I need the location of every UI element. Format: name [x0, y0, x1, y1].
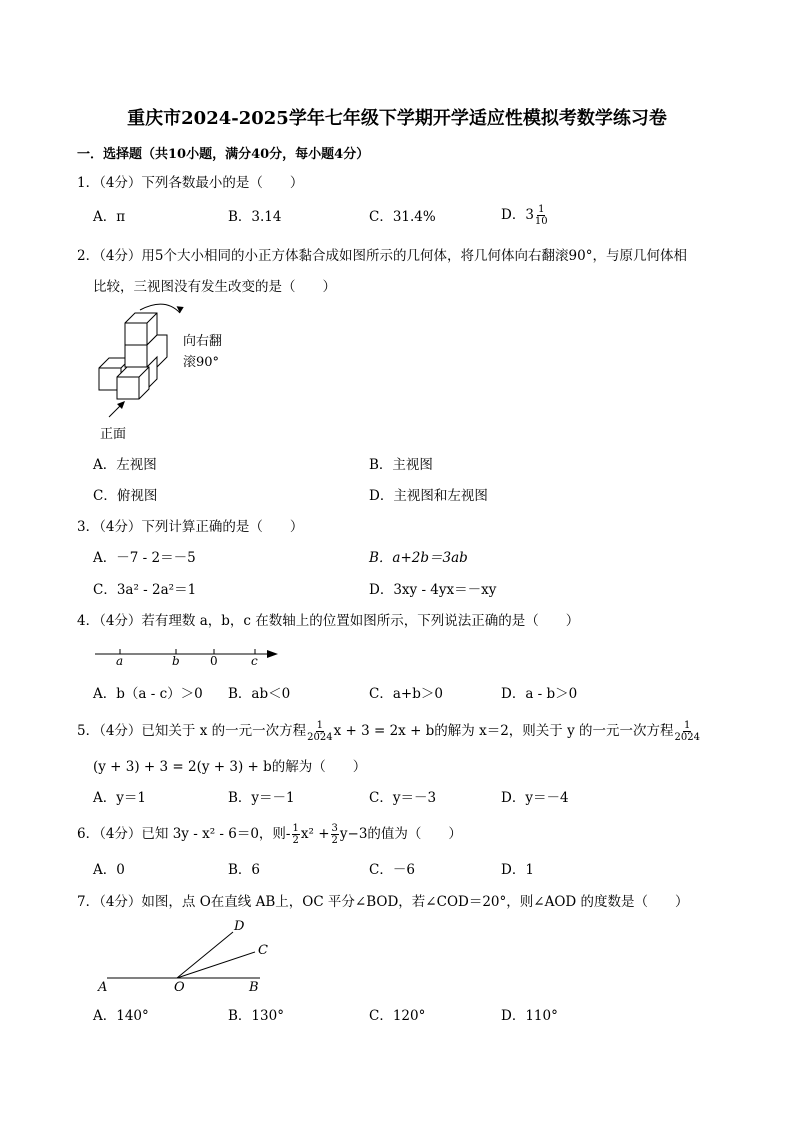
q5-text: 5．（4分）已知关于 x 的一元一次方程 — [77, 723, 307, 739]
q7-option-d: D．110° — [501, 1008, 558, 1024]
q6-option-a: A．0 — [93, 862, 125, 878]
denominator: 2024 — [307, 732, 333, 743]
q5-option-b: B．y＝－1 — [228, 790, 295, 806]
question-4-stem: 4．（4分）若有理数 a，b，c 在数轴上的位置如图所示，下列说法正确的是（ ） — [77, 613, 580, 629]
section-heading: 一．选择题（共10小题，满分40分，每小题4分） — [77, 147, 370, 162]
question-2-stem-line2: 比较，三视图没有发生改变的是（ ） — [93, 279, 336, 295]
question-2-stem-line1: 2．（4分）用5个大小相同的小正方体黏合成如图所示的几何体，将几何体向右翻滚90°，与原几何体相 — [77, 248, 687, 264]
question-1-stem: 1．（4分）下列各数最小的是（ ） — [77, 175, 304, 191]
q5-option-a: A．y＝1 — [93, 790, 146, 806]
point-label-b: B — [249, 980, 259, 995]
q2-option-b: B．主视图 — [369, 457, 433, 473]
denominator: 2024 — [674, 732, 700, 743]
q5-option-d: D．y＝－4 — [501, 790, 569, 806]
numerator: 1 — [316, 720, 324, 731]
question-3-stem: 3．（4分）下列计算正确的是（ ） — [77, 519, 304, 535]
q2-option-d: D．主视图和左视图 — [369, 488, 488, 504]
q6-text: 6．（4分）已知 3y - x² - 6＝0，则- — [77, 826, 291, 842]
q4-option-c: C．a+b＞0 — [369, 686, 443, 702]
denominator: 2 — [292, 835, 299, 846]
numerator: 1 — [538, 204, 545, 215]
q1-option-d — [501, 204, 549, 227]
question-5-stem-line1 — [77, 720, 701, 743]
q1-option-a: A．π — [93, 209, 126, 225]
cube-figure — [95, 305, 195, 425]
axis-label-0: 0 — [210, 654, 218, 668]
q4-option-b: B．ab＜0 — [228, 686, 291, 702]
point-label-d: D — [234, 919, 245, 934]
q6-option-b: B．6 — [228, 862, 261, 878]
page-title: 重庆市2024-2025学年七年级下学期开学适应性模拟考数学练习卷 — [127, 108, 667, 129]
q1-d-prefix: D．3 — [501, 207, 534, 223]
q2-option-a: A．左视图 — [93, 457, 157, 473]
q2-option-c: C．俯视图 — [93, 488, 158, 504]
numerator: 3 — [331, 823, 338, 834]
angle-figure — [100, 920, 270, 990]
q7-option-b: B．130° — [228, 1008, 284, 1024]
fraction — [331, 823, 339, 846]
denominator: 10 — [534, 216, 548, 227]
q3-option-d: D．3xy - 4yx＝－xy — [369, 582, 497, 598]
point-label-a: A — [98, 980, 108, 995]
axis-label-b: b — [172, 654, 180, 668]
q6-text: y−3的值为（ ） — [339, 826, 462, 842]
q4-option-d: D．a - b＞0 — [501, 686, 578, 702]
question-6-stem — [77, 823, 462, 846]
fraction — [535, 204, 548, 227]
q6-option-d: D．1 — [501, 862, 534, 878]
q7-option-a: A．140° — [93, 1008, 149, 1024]
fraction — [307, 720, 332, 743]
question-5-stem-line2: (y + 3) + 3 = 2(y + 3) + b的解为（ ） — [93, 759, 367, 775]
q1-option-b: B．3.14 — [228, 209, 282, 225]
fraction — [675, 720, 700, 743]
figure-label-front: 正面 — [100, 427, 127, 442]
q3-option-a: A．－7 - 2＝－5 — [93, 550, 196, 566]
q5-option-c: C．y＝－3 — [369, 790, 437, 806]
point-label-o: O — [174, 980, 185, 995]
q6-option-c: C．－6 — [369, 862, 415, 878]
figure-label-roll-right: 向右翻 — [183, 334, 223, 349]
numerator: 1 — [292, 823, 299, 834]
q6-text: x² + — [300, 826, 330, 842]
denominator: 2 — [331, 835, 338, 846]
q1-option-c: C．31.4% — [369, 209, 436, 225]
q5-text: x + 3 = 2x + b的解为 x＝2，则关于 y 的一元一次方程 — [333, 723, 674, 739]
axis-label-a: a — [116, 654, 124, 668]
q7-option-c: C．120° — [369, 1008, 426, 1024]
q4-option-a: A．b（a - c）＞0 — [93, 686, 203, 702]
point-label-c: C — [258, 943, 268, 958]
numerator: 1 — [684, 720, 691, 731]
figure-label-roll-90: 滚90° — [183, 355, 220, 370]
q3-option-b: B．a+2b＝3ab — [369, 550, 468, 566]
q3-option-c: C．3a² - 2a²＝1 — [93, 582, 197, 598]
question-7-stem: 7．（4分）如图，点 O在直线 AB上，OC 平分∠BOD，若∠COD＝20°，则∠AOD 的度数是（ ） — [77, 894, 689, 910]
axis-label-c: c — [251, 654, 258, 668]
fraction — [292, 823, 300, 846]
